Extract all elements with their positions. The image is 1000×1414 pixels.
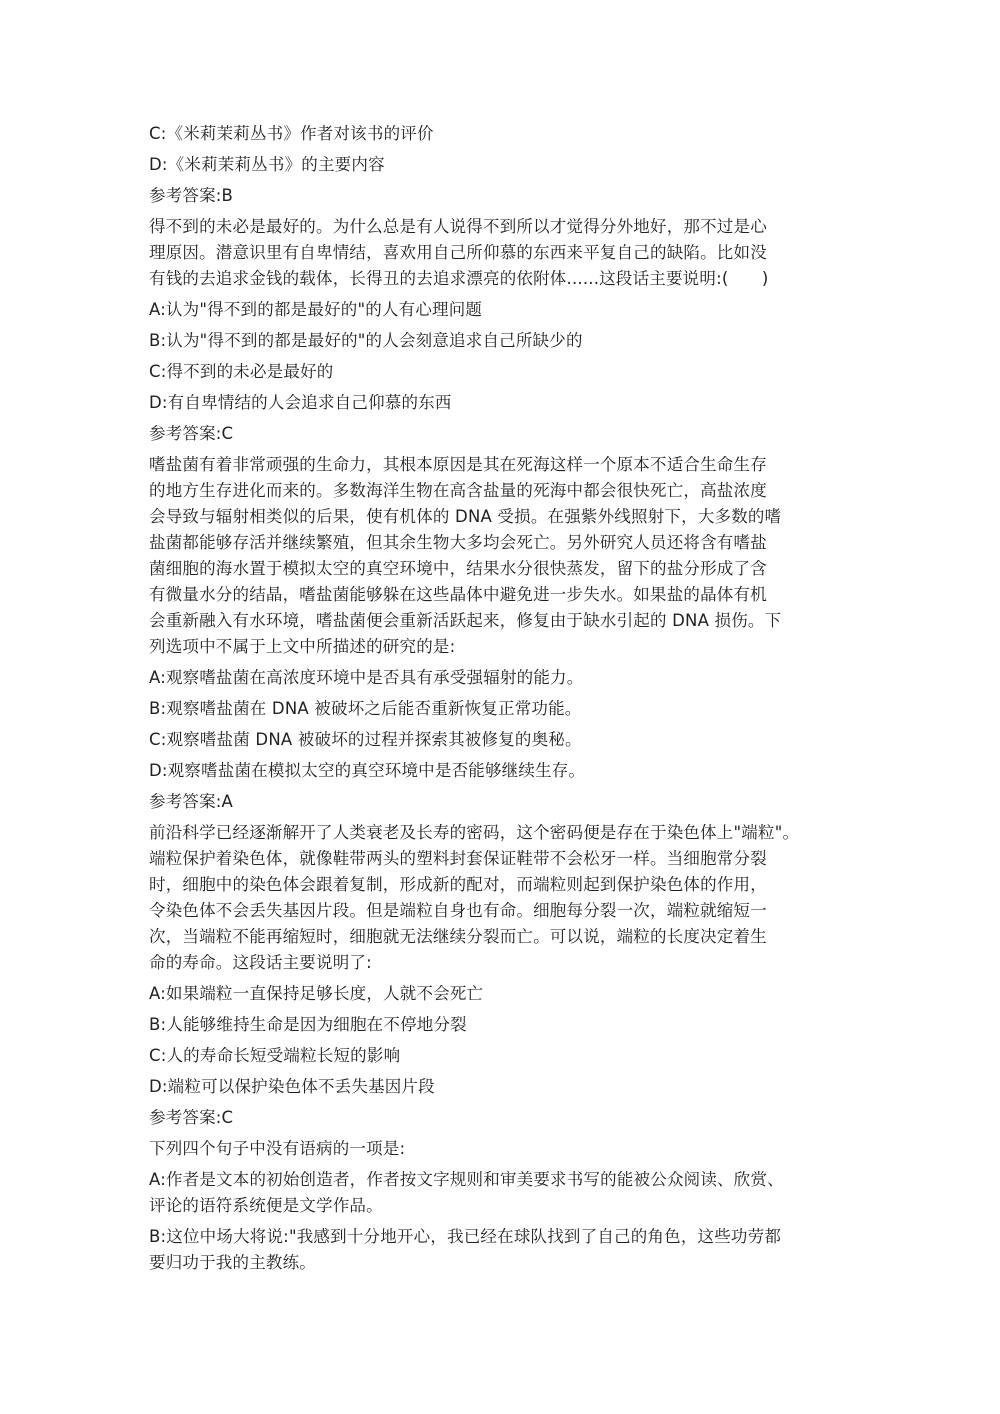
paragraph-line: 列选项中不属于上文中所描述的研究的是: <box>149 637 456 656</box>
option-line: D:端粒可以保护染色体不丢失基因片段 <box>149 1077 435 1096</box>
question-line: 下列四个句子中没有语病的一项是: <box>149 1139 406 1158</box>
paragraph-line: 理原因。潜意识里有自卑情结，喜欢用自己所仰慕的东西来平复自己的缺陷。比如没 <box>149 243 767 262</box>
paragraph-line: 得不到的未必是最好的。为什么总是有人说得不到所以才觉得分外地好，那不过是心 <box>149 217 767 236</box>
option-line: D:《米莉茉莉丛书》的主要内容 <box>149 155 385 174</box>
answer-line: 参考答案:A <box>149 792 234 811</box>
document-page <box>149 121 869 1281</box>
paragraph-line: 评论的语符系统便是文学作品。 <box>149 1196 383 1215</box>
option-line: C:《米莉茉莉丛书》作者对该书的评价 <box>149 124 434 143</box>
paragraph-line: 次，当端粒不能再缩短时，细胞就无法继续分裂而亡。可以说，端粒的长度决定着生 <box>149 927 767 946</box>
option-line: B:人能够维持生命是因为细胞在不停地分裂 <box>149 1015 467 1034</box>
paragraph-line: 盐菌都能够存活并继续繁殖，但其余生物大多均会死亡。另外研究人员还将含有嗜盐 <box>149 533 767 552</box>
paragraph-line: 端粒保护着染色体，就像鞋带两头的塑料封套保证鞋带不会松牙一样。当细胞常分裂 <box>149 849 767 868</box>
paragraph-line: 令染色体不会丢失基因片段。但是端粒自身也有命。细胞每分裂一次，端粒就缩短一 <box>149 901 767 920</box>
paragraph-line: 嗜盐菌有着非常顽强的生命力，其根本原因是其在死海这样一个原本不适合生命生存 <box>149 455 767 474</box>
option-paragraph <box>149 1167 869 1219</box>
option-line: B:观察嗜盐菌在 DNA 被破坏之后能否重新恢复正常功能。 <box>149 699 582 718</box>
paragraph-line: 的地方生存进化而来的。多数海洋生物在高含盐量的死海中都会很快死亡，高盐浓度 <box>149 481 767 500</box>
question-paragraph <box>149 452 869 660</box>
paragraph-line: 菌细胞的海水置于模拟太空的真空环境中，结果水分很快蒸发，留下的盐分形成了含 <box>149 559 767 578</box>
answer-line: 参考答案:B <box>149 186 234 205</box>
paragraph-line: 会重新融入有水环境，嗜盐菌便会重新活跃起来，修复由于缺水引起的 DNA 损伤。下 <box>149 611 782 630</box>
paragraph-line: A:作者是文本的初始创造者，作者按文字规则和审美要求书写的能被公众阅读、欣赏、 <box>149 1170 784 1189</box>
paragraph-line: 要归功于我的主教练。 <box>149 1253 316 1272</box>
paragraph-line: 有微量水分的结晶，嗜盐菌能够躲在这些晶体中避免进一步失水。如果盐的晶体有机 <box>149 585 767 604</box>
option-line: D:观察嗜盐菌在模拟太空的真空环境中是否能够继续生存。 <box>149 761 586 780</box>
answer-line: 参考答案:C <box>149 1108 234 1127</box>
question-paragraph <box>149 214 869 292</box>
option-paragraph <box>149 1224 869 1276</box>
option-line: A:如果端粒一直保持足够长度，人就不会死亡 <box>149 984 484 1003</box>
option-line: C:人的寿命长短受端粒长短的影响 <box>149 1046 401 1065</box>
paragraph-line: B:这位中场大将说:"我感到十分地开心，我已经在球队找到了自己的角色，这些功劳都 <box>149 1227 782 1246</box>
paragraph-line: 时，细胞中的染色体会跟着复制，形成新的配对，而端粒则起到保护染色体的作用， <box>149 875 767 894</box>
option-line: A:观察嗜盐菌在高浓度环境中是否具有承受强辐射的能力。 <box>149 668 584 687</box>
option-line: C:得不到的未必是最好的 <box>149 362 334 381</box>
paragraph-line: 会导致与辐射相类似的后果，使有机体的 DNA 受损。在强紫外线照射下，大多数的嗜 <box>149 507 782 526</box>
paragraph-line: 命的寿命。这段话主要说明了: <box>149 953 372 972</box>
paragraph-line: 有钱的去追求金钱的载体，长得丑的去追求漂亮的依附体......这段话主要说明:( ) <box>149 269 769 288</box>
option-line: B:认为"得不到的都是最好的"的人会刻意追求自己所缺少的 <box>149 331 583 350</box>
answer-line: 参考答案:C <box>149 424 234 443</box>
paragraph-line: 前沿科学已经逐渐解开了人类衰老及长寿的密码，这个密码便是存在于染色体上"端粒"。 <box>149 823 800 842</box>
option-line: D:有自卑情结的人会追求自己仰慕的东西 <box>149 393 452 412</box>
option-line: A:认为"得不到的都是最好的"的人有心理问题 <box>149 300 483 319</box>
question-paragraph <box>149 820 869 976</box>
option-line: C:观察嗜盐菌 DNA 被破坏的过程并探索其被修复的奥秘。 <box>149 730 582 749</box>
